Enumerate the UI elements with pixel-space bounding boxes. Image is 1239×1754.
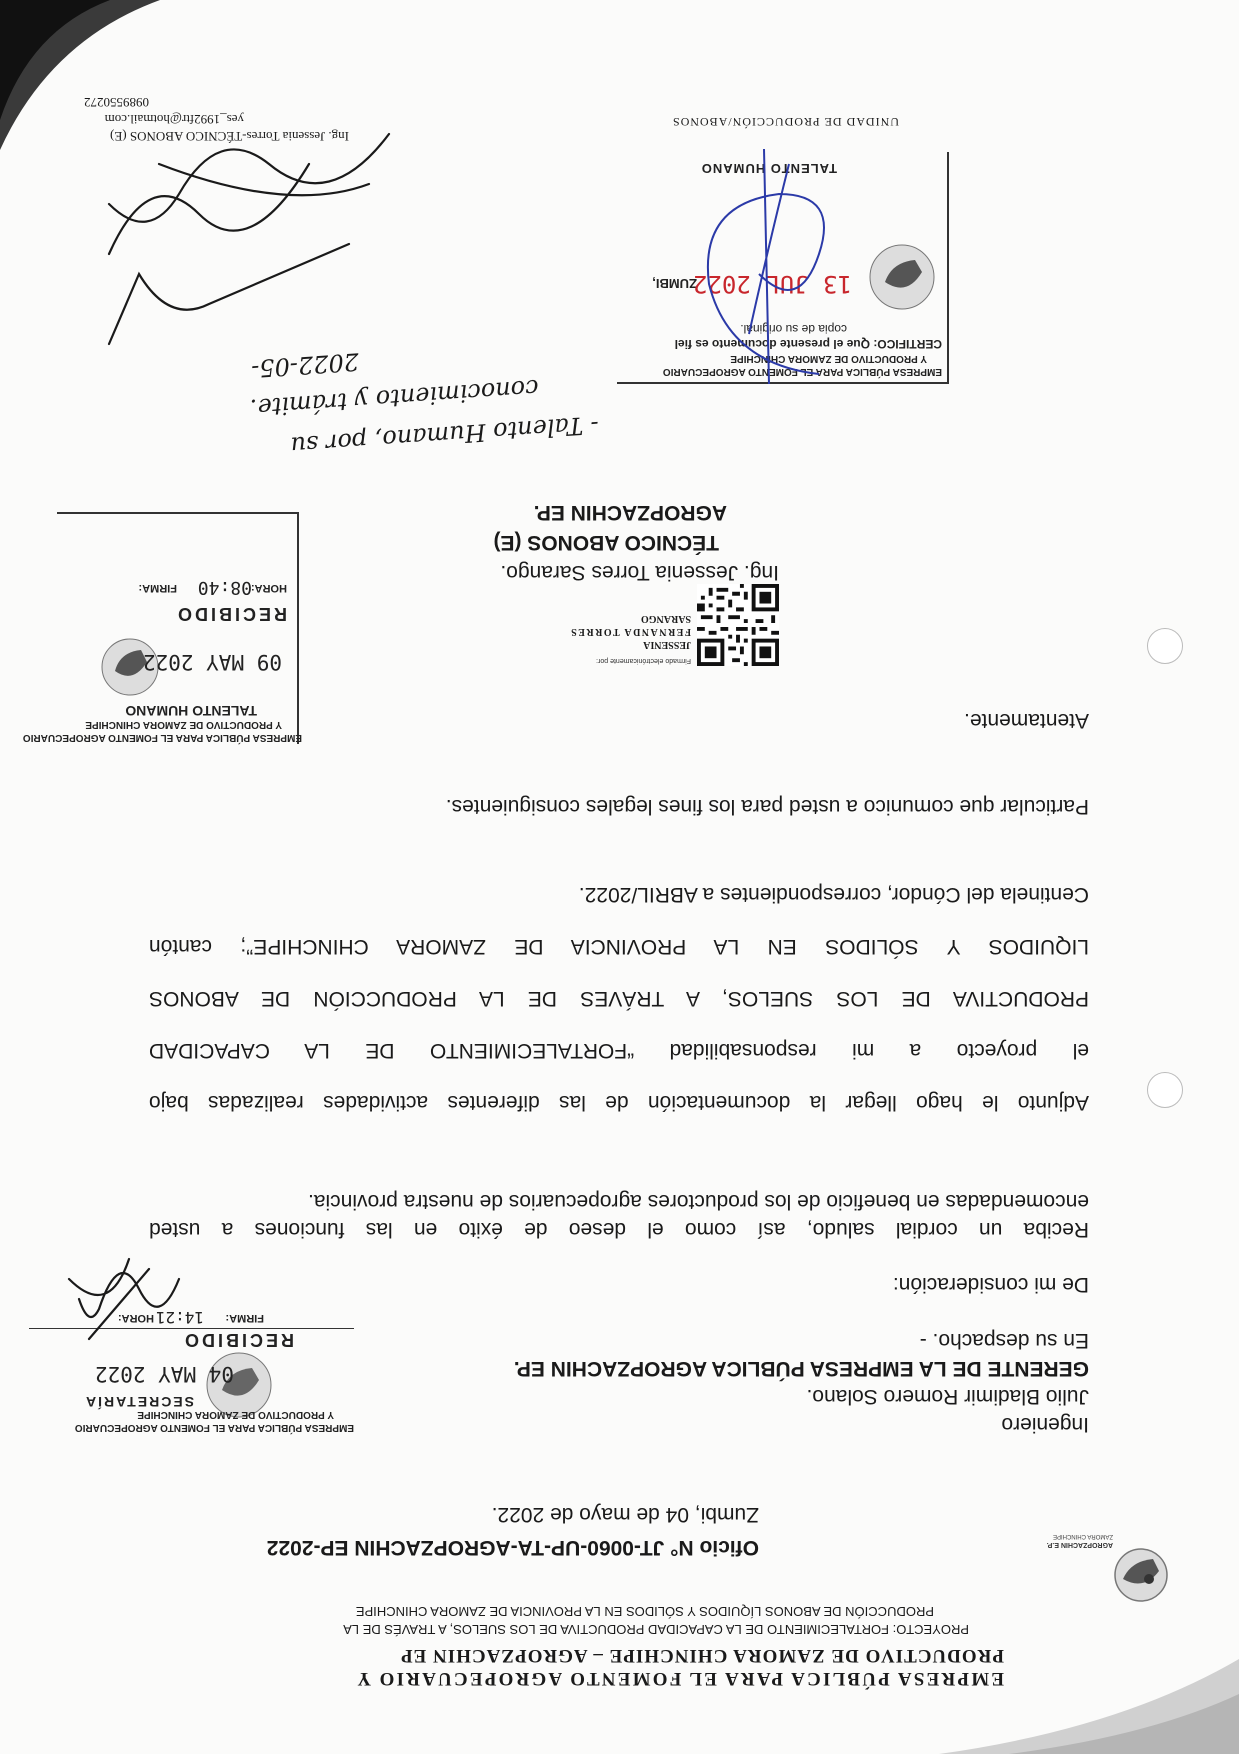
qr-caption-2: JESSENIA bbox=[643, 639, 691, 650]
paragraph-2-line-3: PRODUCTIVA DE LOS SUELOS, A TRÁVES DE LA PRODUCCIÓN DE ABONOS bbox=[149, 987, 1089, 1010]
secretaria-stamp-date: 04 MAY 2022 bbox=[94, 1362, 234, 1386]
th-stamp-hora-label: HORA: bbox=[250, 582, 287, 594]
th-stamp-date: 09 MAY 2022 bbox=[142, 650, 282, 674]
footer-line-2: yes_1992ftr@hotmail.com bbox=[104, 112, 244, 127]
certifico-line-2: Y PRODUCTIVO DE ZAMORA CHINCHIPE bbox=[730, 353, 927, 364]
th-stamp-line-1: EMPRESA PÚBLICA PARA EL FOMENTO AGROPECUARIO bbox=[22, 732, 302, 743]
recipient-office: En su despacho. - bbox=[919, 1329, 1089, 1352]
certifico-line-3: CERTIFICO: Que el presente documento es fiel bbox=[674, 337, 942, 351]
salutation-title: Ingeniero bbox=[1001, 1413, 1089, 1436]
th-stamp-firma-label: FIRMA: bbox=[138, 582, 177, 594]
certifico-line-1: EMPRESA PÚBLICA PARA EL FOMENTO AGROPECUARIO bbox=[662, 366, 942, 377]
th-stamp-line-2: Y PRODUCTIVO DE ZAMORA CHINCHIPE bbox=[85, 719, 282, 730]
paragraph-1-line-1: Reciba un cordial saludo, así como el deseo de éxito en las funciones a usted bbox=[149, 1218, 1089, 1241]
unit-label: UNIDAD DE PRODUCCIÓN/ABONOS bbox=[671, 115, 899, 129]
qr-code-icon bbox=[697, 584, 779, 666]
qr-caption-3: FERNANDA TORRES bbox=[569, 626, 691, 637]
paragraph-2-line-5: Centinela del Cóndor, correspondientes a ABRIL/2022. bbox=[578, 883, 1089, 906]
secretaria-stamp-firma-label: FIRMA: bbox=[225, 1312, 264, 1324]
org-name-line-1: EMPRESA PÚBLICA PARA EL FOMENTO AGROPECUARIO Y bbox=[355, 1668, 1004, 1689]
paragraph-2-line-4: LIQUIDOS Y SÓLIDOS EN LA PROVINCIA DE ZAMORA CHINCHIPE”; cantón bbox=[149, 935, 1089, 958]
certifico-signature bbox=[679, 144, 879, 394]
secretaria-stamp-received: RECIBIDO bbox=[181, 1330, 294, 1350]
punch-hole bbox=[1147, 1072, 1183, 1108]
certifico-place: ZUMBI, bbox=[652, 276, 697, 291]
secretaria-stamp-line-2: Y PRODUCTIVO DE ZAMORA CHINCHIPE bbox=[137, 1409, 334, 1420]
qr-caption-4: SARANGO bbox=[640, 613, 691, 624]
secretaria-signature bbox=[59, 1249, 189, 1349]
th-stamp-line-3: TALENTO HUMANO bbox=[125, 703, 257, 719]
signer-name: Ing. Jessenia Torres Sarango. bbox=[500, 561, 779, 584]
punch-hole bbox=[1147, 628, 1183, 664]
footer-line-3: 0989550272 bbox=[84, 95, 149, 110]
agropzachin-logo bbox=[1046, 1529, 1179, 1609]
project-line-2: PRODUCCIÓN DE ABONOS LÍQUIDOS Y SÓLIDOS EN LA PROVINCIA DE ZAMORA CHINCHIPE bbox=[355, 1604, 934, 1619]
paragraph-1-line-2: encomendadas en beneficio de los productores agropecuarios de nuestra provincia. bbox=[308, 1190, 1089, 1213]
greeting: De mi consideración: bbox=[892, 1273, 1089, 1296]
th-stamp-hora: 08:40 bbox=[197, 577, 252, 598]
org-name-line-2: PRODUCTIVO DE ZAMORA CHINCHIPE – AGROPZACHIN EP bbox=[400, 1645, 1004, 1666]
secretaria-stamp-hora-label: HORA: bbox=[117, 1312, 154, 1324]
certifico-date: 13 JUL 2022 bbox=[693, 270, 852, 298]
recipient-role: GERENTE DE LA EMPRESA PÚBLICA AGROPZACHIN EP. bbox=[513, 1357, 1089, 1380]
secretaria-stamp-line-1: EMPRESA PÚBLICA PARA EL FOMENTO AGROPECUARIO bbox=[74, 1422, 354, 1433]
signer-org: AGROPZACHIN EP. bbox=[533, 501, 727, 524]
qr-caption-1: Firmado electrónicamente por: bbox=[596, 657, 691, 664]
letterhead-title bbox=[304, 1665, 1064, 1754]
certifico-line-4: copia de su original. bbox=[740, 322, 847, 336]
certifico-dept: TALENTO HUMANO bbox=[700, 161, 837, 176]
handwritten-note-line-1: - Talento Humano, por su bbox=[289, 410, 600, 460]
secretaria-stamp-line-3: SECRETARÍA bbox=[84, 1394, 194, 1410]
th-stamp-received: RECIBIDO bbox=[174, 604, 287, 624]
handwritten-note-line-3: 2022-05- bbox=[250, 347, 360, 383]
oficio-number: Oficio N° JT-0060-UP-TA-AGROPZACHIN EP-2022 bbox=[266, 1536, 759, 1559]
closing: Atentamente. bbox=[964, 709, 1089, 732]
paragraph-2-line-1: Adjunto le hago llegar la documentación de las diferentes actividades realizadas bajo bbox=[149, 1091, 1089, 1114]
project-line-1: PROYECTO: FORTALECIMIENTO DE LA CAPACIDAD PRODUCTIVA DE LOS SUELOS, A TRAVÉS DE LA bbox=[343, 1622, 969, 1637]
paragraph-3: Particular que comunico a usted para los fines legales consiguientes. bbox=[445, 795, 1089, 818]
secretaria-stamp-hora: 14:21 bbox=[155, 1308, 204, 1327]
logo-text: AGROPZACHIN E.P. bbox=[1046, 1541, 1113, 1548]
paragraph-2-line-2: el proyecto a mi responsabilidad “FORTALECIMIENTO DE LA CAPACIDAD bbox=[149, 1039, 1089, 1062]
signer-role: TÉCNICO ABONOS (E) bbox=[493, 531, 719, 554]
handwritten-note-line-2: conocimiento y trámite. bbox=[249, 373, 540, 423]
place-date: Zumbi, 04 de mayo de 2022. bbox=[491, 1503, 759, 1526]
footer-line-1: Ing. Jessenia Torres-TÉCNICO ABONOS (E) bbox=[110, 129, 349, 144]
logo-subtext: ZAMORA CHINCHIPE bbox=[1052, 1533, 1113, 1539]
talento-humano-received-stamp bbox=[22, 512, 302, 744]
recipient-name: Julio Bladimir Romero Solano. bbox=[806, 1385, 1089, 1408]
